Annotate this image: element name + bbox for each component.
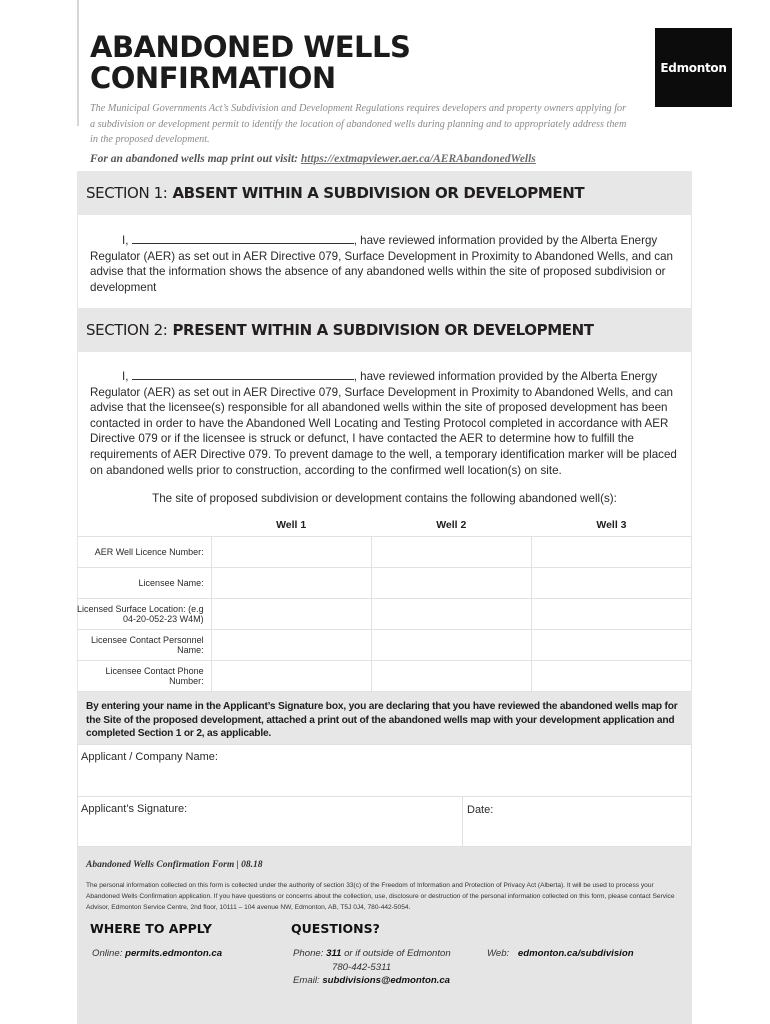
well-1-licence-number-field[interactable] xyxy=(211,536,371,567)
row-label-licensee-name: Licensee Name: xyxy=(77,567,211,598)
section-1-heading: ABSENT WITHIN A SUBDIVISION OR DEVELOPMENT xyxy=(172,184,585,202)
privacy-notice: The personal information collected on this form is collected under the authority of section 33(c) of the Freedom of Information and Protection of Privacy Act (Alberta). It will be used to process your Abandoned Wells Confirmation application. If you have questions or concerns about the collection, use, disclosure or destruction of the personal information collected on this form, please contact Service Advisor, Edmonton Service Centre, 2nd floor, 10111 – 104 avenue NW, Edmonton, AB, T5J 0J4, 780-442-5054. xyxy=(86,882,675,912)
table-row xyxy=(77,536,692,567)
well-3-contact-name-field[interactable] xyxy=(531,629,691,660)
table-row xyxy=(77,567,692,598)
phone-alt[interactable]: 780-442-5311 xyxy=(332,962,392,973)
web-line xyxy=(487,948,634,959)
table-row xyxy=(77,598,692,629)
intro-text: The Municipal Governments Act’s Subdivision and Development Regulations requires developers and property owners applying for a subdivision or development permit to identify the location of abandoned wells during planning and to appropriately address them in the proposed development. xyxy=(90,103,627,145)
well-3-header: Well 3 xyxy=(596,518,627,531)
online-line xyxy=(92,948,222,959)
online-label: Online: xyxy=(92,948,123,959)
section-1-number: SECTION 1: xyxy=(86,184,168,202)
table-row xyxy=(77,629,692,660)
well-3-surface-location-field[interactable] xyxy=(531,598,691,629)
well-2-contact-phone-field[interactable] xyxy=(371,660,531,691)
section-1-i-label: I, xyxy=(122,234,129,247)
map-link-line xyxy=(90,153,536,165)
section-1-header xyxy=(77,171,692,215)
well-2-licensee-name-field[interactable] xyxy=(371,567,531,598)
footer xyxy=(77,847,692,1024)
questions-heading: QUESTIONS? xyxy=(291,921,380,936)
well-1-contact-phone-field[interactable] xyxy=(211,660,371,691)
well-1-contact-name-field[interactable] xyxy=(211,629,371,660)
well-3-licensee-name-field[interactable] xyxy=(531,567,691,598)
where-to-apply-heading: WHERE TO APPLY xyxy=(90,921,212,936)
phone-rest: or if outside of Edmonton xyxy=(344,948,451,959)
applicant-company-field[interactable] xyxy=(77,744,692,797)
row-label-contact-name: Licensee Contact Personnel Name: xyxy=(77,629,211,660)
email-label: Email: xyxy=(293,975,320,986)
web-link[interactable]: edmonton.ca/subdivision xyxy=(517,948,634,959)
online-link[interactable]: permits.edmonton.ca xyxy=(125,948,223,959)
phone-number[interactable]: 311 xyxy=(326,948,342,959)
section-1-text: , have reviewed information provided by the Alberta Energy Regulator (AER) as set out in AER Directive 079, Surface Development in Proximity to Abandoned Wells, and can advise that the information shows the absence of any abandoned wells within the site of proposed subdivision or development xyxy=(90,234,673,294)
wells-intro: The site of proposed subdivision or development contains the following abandoned well(s): xyxy=(152,492,617,505)
email-line xyxy=(293,975,450,986)
date-field[interactable] xyxy=(462,796,692,847)
well-2-header: Well 2 xyxy=(436,518,467,531)
applicant-signature-field[interactable] xyxy=(77,796,463,847)
applicant-signature-label: Applicant’s Signature: xyxy=(81,803,188,815)
well-1-licensee-name-field[interactable] xyxy=(211,567,371,598)
section-1-statement xyxy=(90,232,688,295)
form-id: Abandoned Wells Confirmation Form | 08.18 xyxy=(86,860,263,870)
section-2-i-label: I, xyxy=(122,370,129,383)
section-2-header xyxy=(77,308,692,352)
wells-table xyxy=(77,514,692,692)
section-2-text: , have reviewed information provided by the Alberta Energy Regulator (AER) as set out in AER Directive 079, Surface Development in Proximity to Abandoned Wells, and can advise that the licensee(s) responsible for all abandoned wells within the site of proposed development has been contacted in order to have the Abandoned Well Locating and Testing Protocol completed in accordance with AER Directive 079 or if the licensee is struck or defunct, I have contacted the AER to determine how to fulfill the requirements of AER Directive 079. To prevent damage to the well, a temporary identification marker will be placed on abandoned wells prior to construction, according to the confirmed well location(s) on site. xyxy=(90,370,677,477)
section-2-heading: PRESENT WITHIN A SUBDIVISION OR DEVELOPMENT xyxy=(172,321,594,339)
wells-table-corner xyxy=(77,514,211,536)
row-label-contact-phone: Licensee Contact Phone Number: xyxy=(77,660,211,691)
applicant-company-label: Applicant / Company Name: xyxy=(81,751,218,763)
title-line-1: ABANDONED WELLS xyxy=(90,30,411,64)
row-label-licence-number: AER Well Licence Number: xyxy=(77,536,211,567)
declaration-text: By entering your name in the Applicant’s Signature box, you are declaring that you have reviewed the abandoned wells map for the Site of the proposed development, attached a print out of the abandoned wells map with your development application and completed Section 1 or 2, as applicable. xyxy=(77,692,692,744)
logo-text: Edmonton xyxy=(660,60,727,75)
section-1-name-field[interactable] xyxy=(132,232,354,244)
header-divider xyxy=(77,0,79,126)
well-2-contact-name-field[interactable] xyxy=(371,629,531,660)
section-2-name-field[interactable] xyxy=(132,368,354,380)
row-label-surface-location: Licensed Surface Location: (e.g 04-20-052-23 W4M) xyxy=(77,598,211,629)
well-1-surface-location-field[interactable] xyxy=(211,598,371,629)
map-link-url[interactable]: https://extmapviewer.aer.ca/AERAbandonedWells xyxy=(300,153,536,165)
well-1-header: Well 1 xyxy=(276,518,307,531)
well-2-licence-number-field[interactable] xyxy=(371,536,531,567)
title-line-2: CONFIRMATION xyxy=(90,61,336,95)
map-link-prefix: For an abandoned wells map print out visit: xyxy=(90,153,298,165)
well-3-licence-number-field[interactable] xyxy=(531,536,691,567)
phone-label: Phone: xyxy=(293,948,324,959)
web-label: Web: xyxy=(487,948,510,959)
section-2-statement xyxy=(90,368,688,478)
well-2-surface-location-field[interactable] xyxy=(371,598,531,629)
edmonton-logo xyxy=(655,28,732,107)
well-3-contact-phone-field[interactable] xyxy=(531,660,691,691)
date-label: Date: xyxy=(467,804,494,816)
section-2-number: SECTION 2: xyxy=(86,321,168,339)
page-title xyxy=(90,32,410,94)
email-link[interactable]: subdivisions@edmonton.ca xyxy=(322,975,451,986)
phone-line xyxy=(293,948,451,959)
table-row xyxy=(77,660,692,691)
